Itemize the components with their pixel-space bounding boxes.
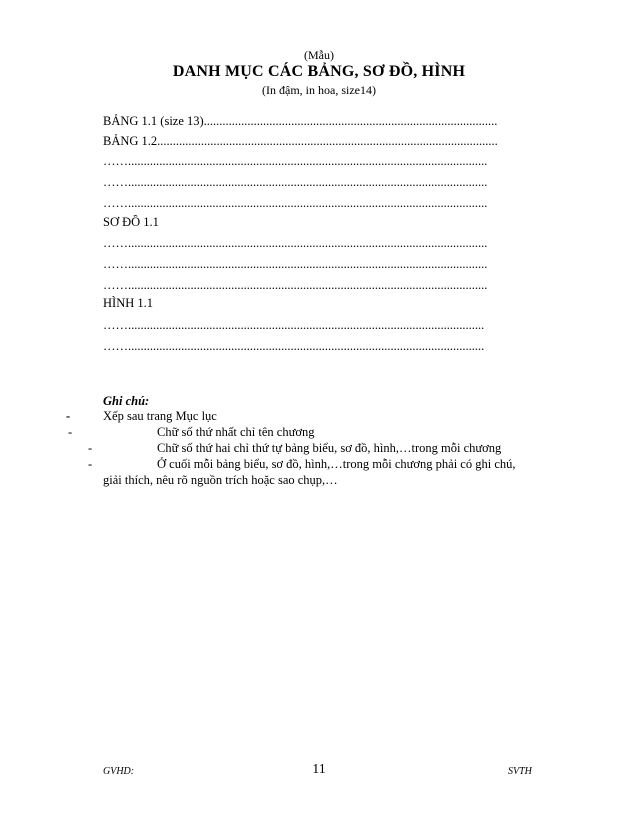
- note-dash: -: [66, 409, 71, 423]
- footer-advisor-label: GVHD:: [103, 766, 135, 777]
- template-label: (Mẫu): [304, 48, 334, 62]
- entry-line: ……..................................................................................................................: [103, 318, 485, 332]
- note-item: Ở cuối mỗi bảng biểu, sơ đồ, hình,…trong mỗi chương phải có ghi chú,: [157, 457, 516, 471]
- entry-line: BẢNG 1.1 (size 13)..............................................................................................: [103, 114, 498, 128]
- entry-line: ……...................................................................................................................: [103, 154, 488, 168]
- page-number: 11: [312, 762, 326, 777]
- note-item: Chữ số thứ hai chỉ thứ tự bảng biểu, sơ đồ, hình,…trong mỗi chương: [157, 441, 502, 455]
- note-item: Chữ số thứ nhất chỉ tên chương: [157, 425, 315, 439]
- entry-line: BẢNG 1.2.............................................................................................................: [103, 134, 498, 148]
- entry-line: ……...................................................................................................................: [103, 278, 488, 292]
- entry-line: ……..................................................................................................................: [103, 339, 485, 353]
- entry-line: ……...................................................................................................................: [103, 257, 488, 271]
- entry-line: ……...................................................................................................................: [103, 175, 488, 189]
- note-item: Xếp sau trang Mục lục: [103, 409, 217, 423]
- footer-student-label: SVTH: [508, 766, 532, 777]
- entry-line: SƠ ĐỒ 1.1: [103, 215, 159, 229]
- note-continuation: giải thích, nêu rõ nguồn trích hoặc sao chụp,…: [103, 473, 338, 487]
- note-dash: -: [68, 425, 73, 439]
- note-dash: -: [88, 457, 93, 471]
- entry-line: HÌNH 1.1: [103, 296, 153, 310]
- notes-heading: Ghi chú:: [103, 394, 150, 408]
- note-dash: -: [88, 441, 93, 455]
- page-subtitle: (In đậm, in hoa, size14): [262, 83, 376, 97]
- entry-line: ……...................................................................................................................: [103, 236, 488, 250]
- page-title: DANH MỤC CÁC BẢNG, SƠ ĐỒ, HÌNH: [172, 63, 466, 80]
- entry-line: ……...................................................................................................................: [103, 196, 488, 210]
